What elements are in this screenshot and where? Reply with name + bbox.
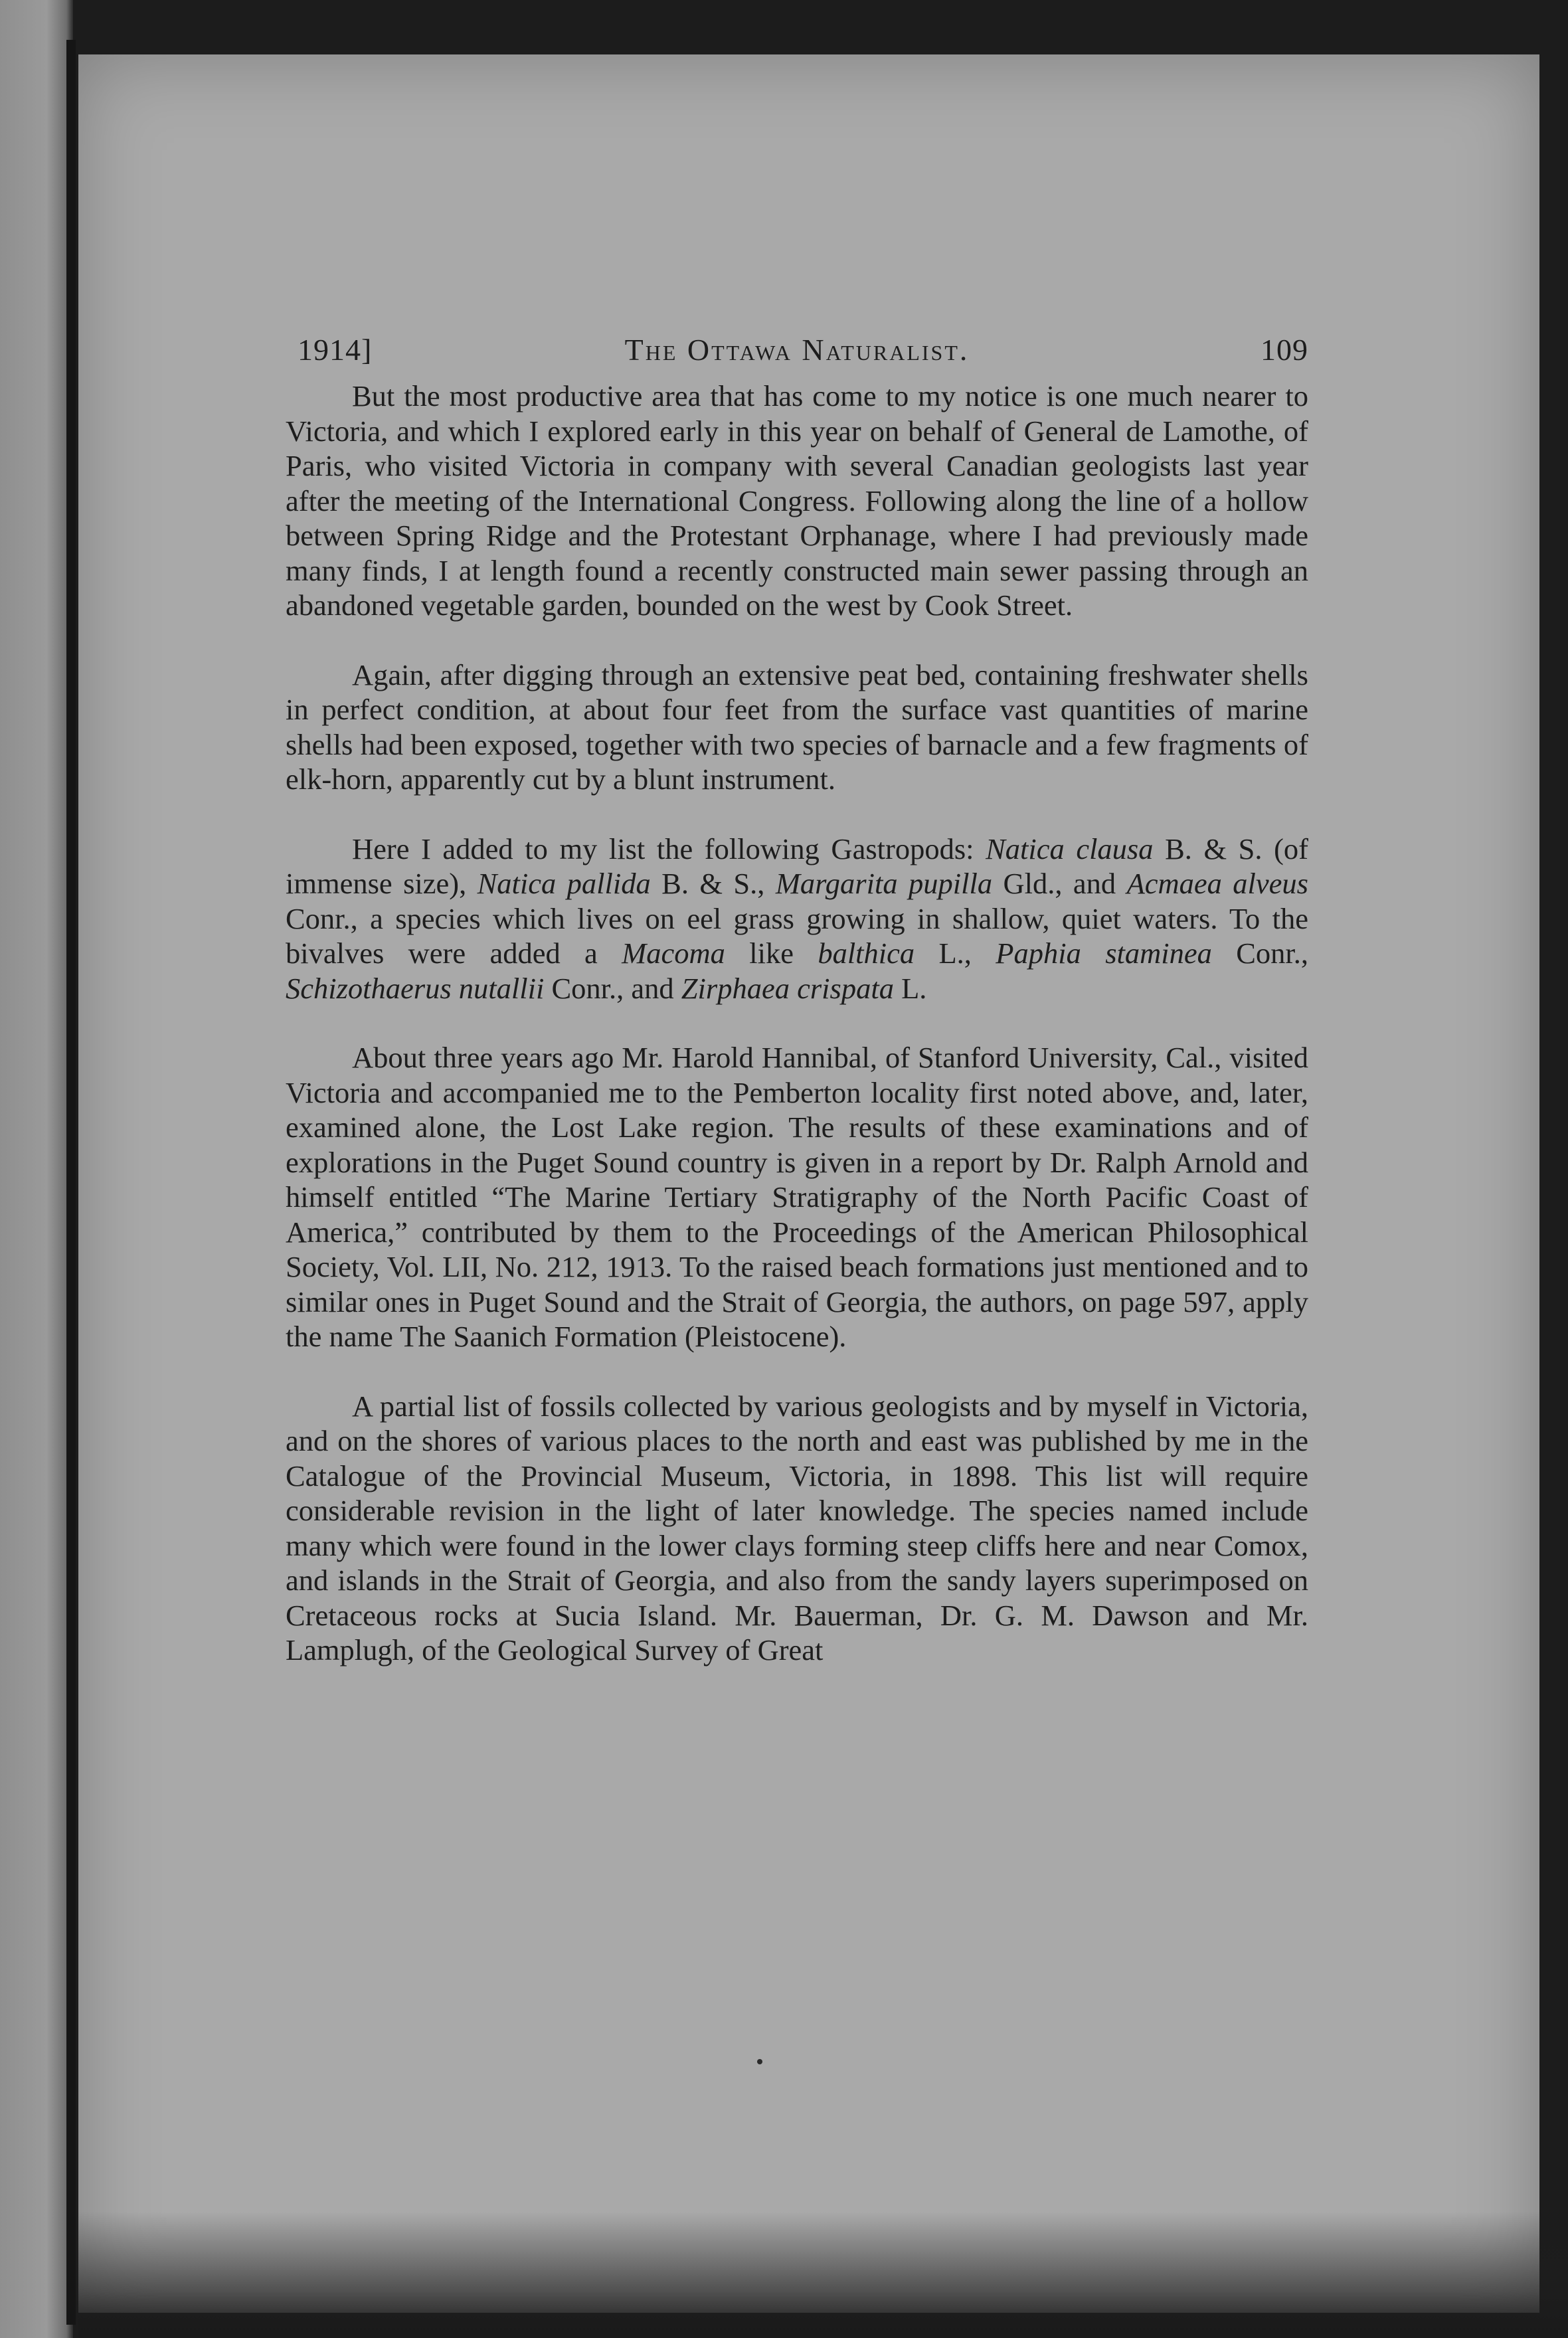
- text-run: Again, after digging through an extensive peat bed, containing freshwater shells in perfect condition, at about four feet from the surface vast quantities of marine shells had been exposed, together with two species of barnacle and a few fragments of elk-horn, apparently cut by a blunt instrument.: [286, 658, 1308, 796]
- journal-title: The Ottawa Naturalist.: [624, 333, 970, 367]
- text-run: About three years ago Mr. Harold Hannibal, of Stanford University, Cal., visited Victoria and accompanied me to the Pemberton locality first noted above, and, later, examined alone, the Lost Lake region. The results of these examinations and of explorations in the Puget Sound country is given in a report by Dr. Ralph Arnold and himself entitled “The Marine Tertiary Stratigraphy of the North Pacific Coast of America,” contributed by them to the Proceedings of the American Philosophical Society, Vol. LII, No. 212, 1913. To the raised beach formations just mentioned and to similar ones in Puget Sound and the Strait of Georgia, the authors, on page 597, apply the name The Saanich Formation (Pleistocene).: [286, 1041, 1308, 1353]
- text-run: A partial list of fossils collected by various geologists and by myself in Victoria, and on the shores of various places to the north and east was published by me in the Catalogue of the Provincial Museum, Victoria, in 1898. This list will require considerable revision in the light of later knowledge. The species named include many which were found in the lower clays forming steep cliffs here and near Comox, and islands in the Strait of Georgia, and also from the sandy layers superimposed on Cretaceous rocks at Sucia Island. Mr. Bauerman, Dr. G. M. Dawson and Mr. Lamplugh, of the Geological Survey of Great: [286, 1389, 1308, 1666]
- text-run: Here I added to my list the following Gastropods:: [352, 832, 986, 865]
- text-run: L.,: [915, 937, 996, 970]
- text-run: Gld., and: [992, 867, 1127, 900]
- text-run: B. & S.,: [650, 867, 776, 900]
- bottom-shadow: [78, 2212, 1568, 2338]
- text-block: [286, 332, 1308, 1702]
- species-name: Macoma: [622, 937, 725, 970]
- binding-edge: [66, 40, 76, 2325]
- species-name: Paphia staminea: [996, 937, 1212, 970]
- species-name: Zirphaea crispata: [681, 971, 894, 1005]
- paragraph: [286, 1040, 1308, 1354]
- species-name: Margarita pupilla: [775, 867, 993, 900]
- left-margin: [0, 0, 73, 2338]
- text-run: But the most productive area that has come to my notice is one much nearer to Victoria, and which I explored early in this year on behalf of General de Lamothe, of Paris, who visited Victoria in company with several Canadian geologists last year after the meeting of the International Congress. Following along the line of a hollow between Spring Ridge and the Protestant Orphanage, where I had previously made many finds, I at length found a recently constructed main sewer passing through an abandoned vegetable garden, bounded on the west by Cook Street.: [286, 379, 1308, 622]
- paragraph: [286, 658, 1308, 797]
- paragraph: [286, 1389, 1308, 1668]
- species-name: Acmaea alveus: [1126, 867, 1308, 900]
- text-run: B. & S. (of immense size),: [286, 832, 1308, 900]
- species-name: Schizothaerus nutallii: [286, 971, 545, 1005]
- speck: [757, 2059, 762, 2064]
- paragraph: [286, 832, 1308, 1006]
- text-run: like: [725, 937, 818, 970]
- species-name: balthica: [818, 937, 915, 970]
- species-name: Natica pallida: [477, 867, 651, 900]
- page-number: 109: [1261, 333, 1308, 367]
- text-run: Conr.,: [1211, 937, 1309, 970]
- running-head: [286, 332, 1308, 379]
- species-name: Natica clausa: [986, 832, 1154, 865]
- header-year: 1914]: [298, 333, 373, 367]
- text-run: Conr., a species which lives on eel grass growing in shallow, quiet waters. To the bivalves were added a: [286, 901, 1308, 970]
- text-run: L.: [893, 971, 927, 1005]
- text-run: Conr., and: [544, 971, 681, 1005]
- paragraph: [286, 379, 1308, 623]
